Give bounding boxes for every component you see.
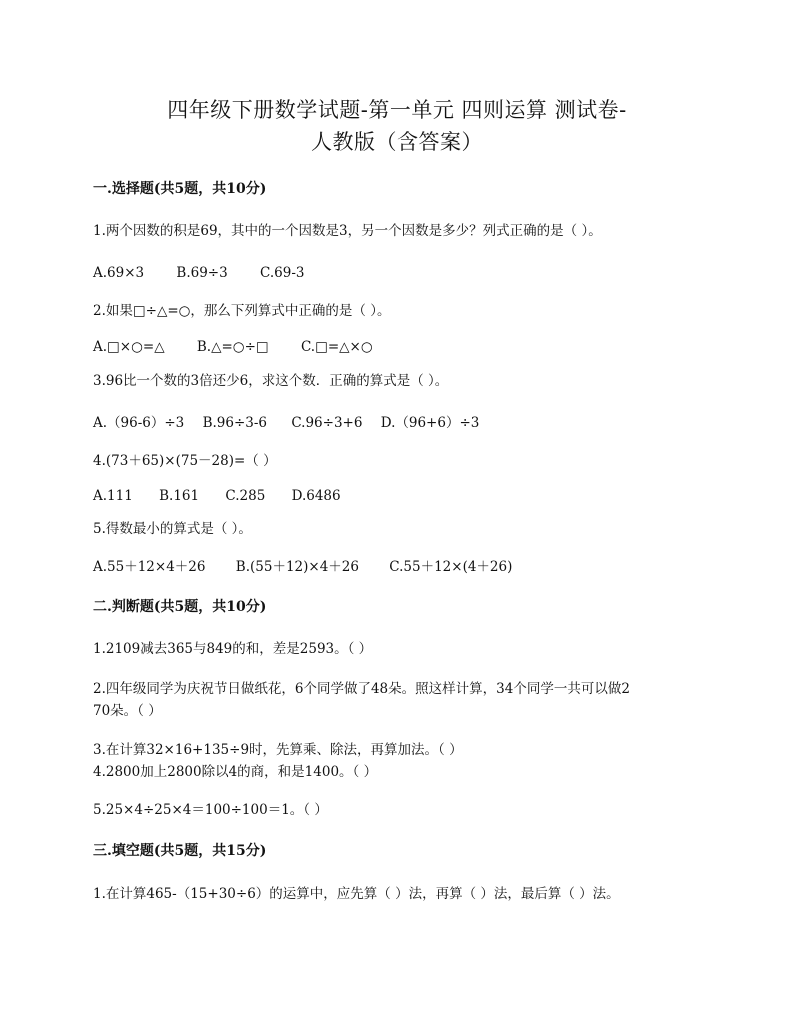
option: D.（96+6）÷3 [380,415,480,431]
judgement-4: 4.2800加上2800除以4的商，和是1400。（ ） [93,764,378,780]
question-3: 3.96比一个数的3倍还少6，求这个数．正确的算式是（ ）。 [93,373,449,389]
section-heading-fill-in: 三.填空题(共5题，共15分) [93,843,267,859]
question-2: 2.如果□÷△=○，那么下列算式中正确的是（ ）。 [93,303,391,319]
document-title-line2: 人教版（含答案） [311,130,483,154]
option: C.96÷3+6 [291,415,363,431]
question-4: 4.(73＋65)×(75－28)=（ ） [93,453,277,469]
question-4-options [93,487,733,505]
option: B.(55＋12)×4＋26 [235,559,359,575]
judgement-5: 5.25×4÷25×4＝100÷100＝1。（ ） [93,802,328,818]
option: C.□=△×○ [300,339,373,355]
question-1: 1.两个因数的积是69，其中的一个因数是3，另一个因数是多少？列式正确的是（ ）。 [93,223,602,239]
option: B.69÷3 [176,265,228,281]
fill-in-1: 1.在计算465-（15+30÷6）的运算中，应先算（ ）法，再算（ ）法，最后算（ ）法。 [93,886,620,902]
question-5-options [93,558,733,576]
option: A.69×3 [93,265,145,281]
option: A.111 [93,488,133,504]
question-1-options [93,264,733,282]
option: A.（96-6）÷3 [93,415,185,431]
option: A.□×○=△ [93,339,165,355]
judgement-2-continued: 70朵。（ ） [93,703,162,719]
option: C.285 [225,488,266,504]
option: B.161 [159,488,200,504]
option: C.55＋12×(4＋26) [389,559,513,575]
option: D.6486 [291,488,341,504]
question-2-options [93,338,733,356]
document-title-line1: 四年级下册数学试题-第一单元 四则运算 测试卷- [167,98,627,122]
section-heading-choice: 一.选择题(共5题，共10分) [93,181,267,197]
option: A.55＋12×4＋26 [93,559,206,575]
option: C.69-3 [260,265,305,281]
judgement-2: 2.四年级同学为庆祝节日做纸花，6个同学做了48朵。照这样计算，34个同学一共可以做2 [93,681,630,697]
question-3-options [93,414,733,432]
option: B.96÷3-6 [202,415,268,431]
question-5: 5.得数最小的算式是（ ）。 [93,521,252,537]
judgement-3: 3.在计算32×16+135÷9时，先算乘、除法，再算加法。（ ） [93,742,463,758]
option: B.△=○÷□ [196,339,269,355]
judgement-1: 1.2109减去365与849的和，差是2593。（ ） [93,641,373,657]
section-heading-judgement: 二.判断题(共5题，共10分) [93,599,267,615]
